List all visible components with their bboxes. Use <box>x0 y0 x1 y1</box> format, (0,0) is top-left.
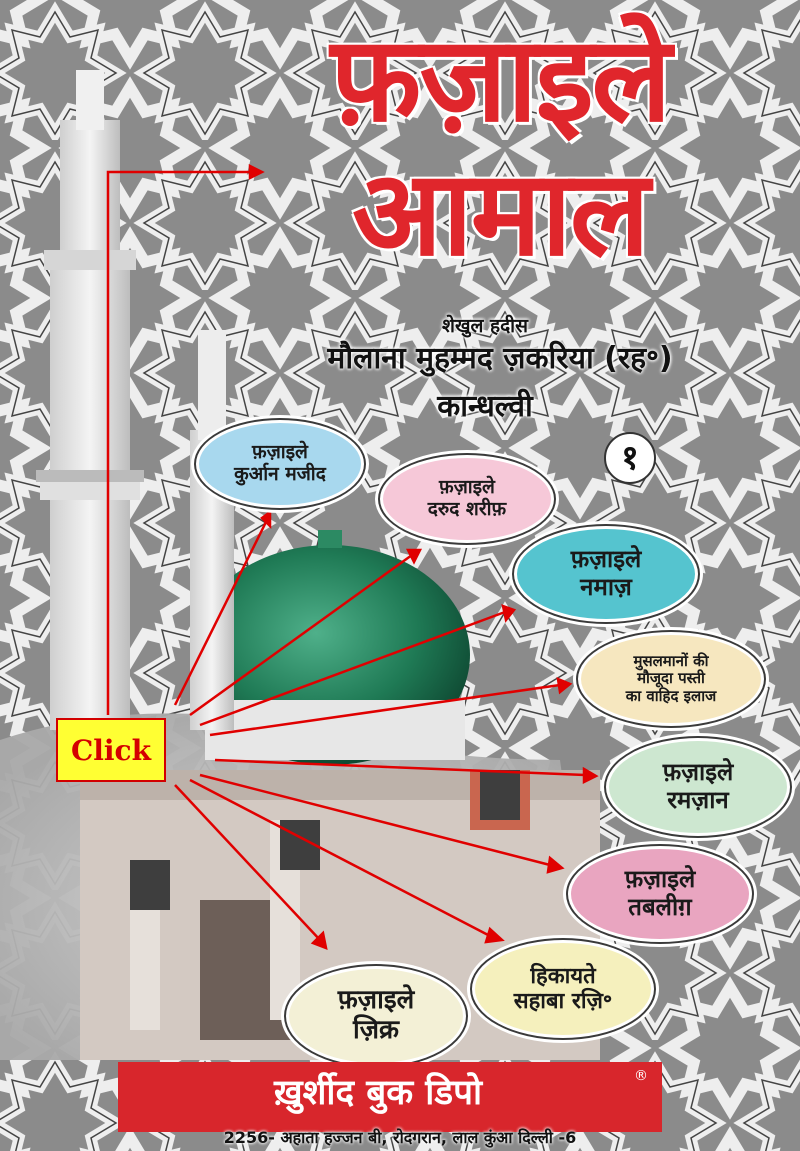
bubble-line: सहाबा रज़ि॰ <box>513 989 613 1014</box>
bubble-line: तबलीग़ <box>628 893 692 921</box>
publisher-address: 2256- अहाता हज्जन बी, रोदगरान, लाल कुंआ दिल्ली -6 <box>223 1128 577 1147</box>
bubble-muslim-decline-remedy[interactable] <box>578 632 764 726</box>
bubble-fazail-namaz[interactable] <box>514 526 698 622</box>
bubble-line: नमाज़ <box>580 573 632 601</box>
title-line-1: फ़ज़ाइले <box>330 10 670 148</box>
publisher-banner <box>118 1062 662 1132</box>
author-prefix: शेखुल हदीस <box>442 315 528 337</box>
title-line-2: आमाल <box>352 144 648 282</box>
bubble-fazail-durood[interactable] <box>380 455 554 543</box>
publisher-name: ख़ुर्शीद बुक डिपो <box>273 1073 483 1113</box>
bubble-line: मौजूदा पस्ती <box>637 669 705 688</box>
bubble-line: मुसलमानों की <box>633 652 709 671</box>
bubble-fazail-zikr[interactable] <box>286 966 466 1066</box>
bubble-fazail-tabligh[interactable] <box>568 846 752 942</box>
bubble-hikayate-sahaba[interactable] <box>472 940 654 1038</box>
bubble-line: फ़ज़ाइले <box>337 985 415 1016</box>
bubble-fazail-quran[interactable] <box>196 420 364 508</box>
volume-badge: १ <box>604 432 656 484</box>
bubble-line: फ़ज़ाइले <box>252 441 308 464</box>
click-button[interactable]: Click <box>56 718 166 782</box>
bubble-line: का वाहिद इलाज <box>625 686 717 705</box>
bubble-line: कुर्आन मजीद <box>234 463 326 485</box>
bubble-line: हिकायते <box>530 963 596 989</box>
bubble-line: फ़ज़ाइले <box>439 476 495 499</box>
bubble-line: ज़िक्र <box>353 1015 399 1045</box>
author-suffix: कान्धल्वी <box>437 389 533 424</box>
registered-mark: ® <box>634 1068 648 1084</box>
bubble-line: फ़ज़ाइले <box>624 865 696 894</box>
bubble-fazail-ramazan[interactable] <box>606 738 790 836</box>
bubble-line: रमज़ान <box>667 786 729 814</box>
bubble-line: फ़ज़ाइले <box>662 758 734 787</box>
bubble-line: फ़ज़ाइले <box>570 545 642 574</box>
author-name: मौलाना मुहम्मद ज़करिया (रह॰) <box>327 341 673 376</box>
bubble-line: दरुद शरीफ़ <box>427 498 507 520</box>
